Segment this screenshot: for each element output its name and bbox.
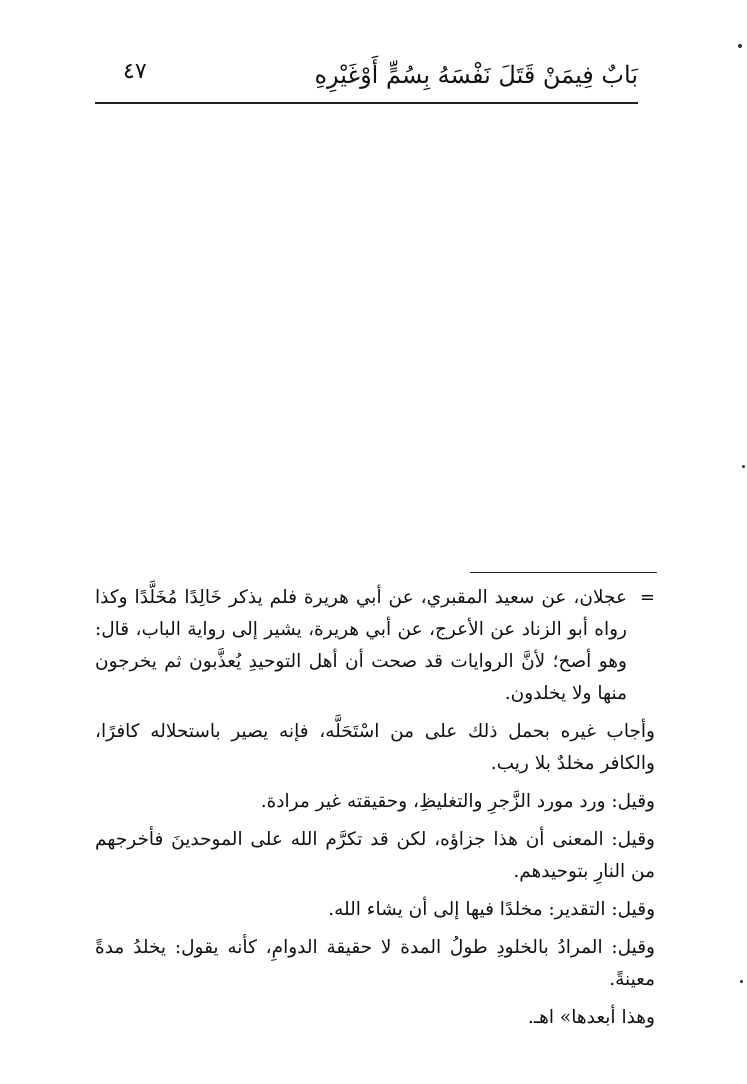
continuation-marker: = (639, 587, 655, 608)
footnote-separator (470, 572, 657, 573)
header-rule (95, 102, 638, 104)
footnote-paragraph: وهذا أبعدها» اهـ. (527, 1007, 655, 1028)
footnote-paragraph: وأجاب غيره بحمل ذلك على من اسْتَحَلَّه، فإنه يصير باستحلاله كافرًا، والكافر مخلدٌ بلا ريب. (95, 721, 655, 774)
page-number: ٤٧ (123, 59, 147, 84)
chapter-title: بَابٌ فِيمَنْ قَتَلَ نَفْسَهُ بِسُمٍّ أَوْغَيْرِهِ (314, 61, 638, 89)
footnote-continuation (95, 582, 655, 710)
scan-speck (740, 980, 743, 983)
scan-speck (738, 44, 742, 48)
scan-speck (742, 465, 745, 468)
footnote-paragraph: وقيل: المرادُ بالخلودِ طولُ المدة لا حقيقة الدوامِ، كأنه يقول: يخلدُ مدةً معينةً. (95, 937, 655, 990)
footnote-paragraph: وقيل: ورد مورد الزَّجرِ والتغليظِ، وحقيقته غير مرادة. (260, 791, 655, 812)
footnote-text: عجلان، عن سعيد المقبري، عن أبي هريرة فلم يذكر خَالِدًا مُخَلَّدًا وكذا رواه أبو الزناد عن الأعرج، عن أبي هريرة، يشير إلى رواية الباب، قال: وهو أصح؛ لأنَّ الروايات قد صحت أن أهل التوحيدِ يُعذَّبون ثم يخرجون منها ولا يخلدون. (95, 587, 627, 704)
footnote-paragraph: وقيل: المعنى أن هذا جزاؤه، لكن قد تكرَّم الله على الموحدينَ فأخرجهم من النارِ بتوحيدهم. (95, 829, 655, 882)
footnotes-block (95, 582, 655, 1040)
footnote-paragraph: وقيل: التقدير: مخلدًا فيها إلى أن يشاء الله. (328, 899, 655, 920)
running-header (95, 52, 638, 102)
